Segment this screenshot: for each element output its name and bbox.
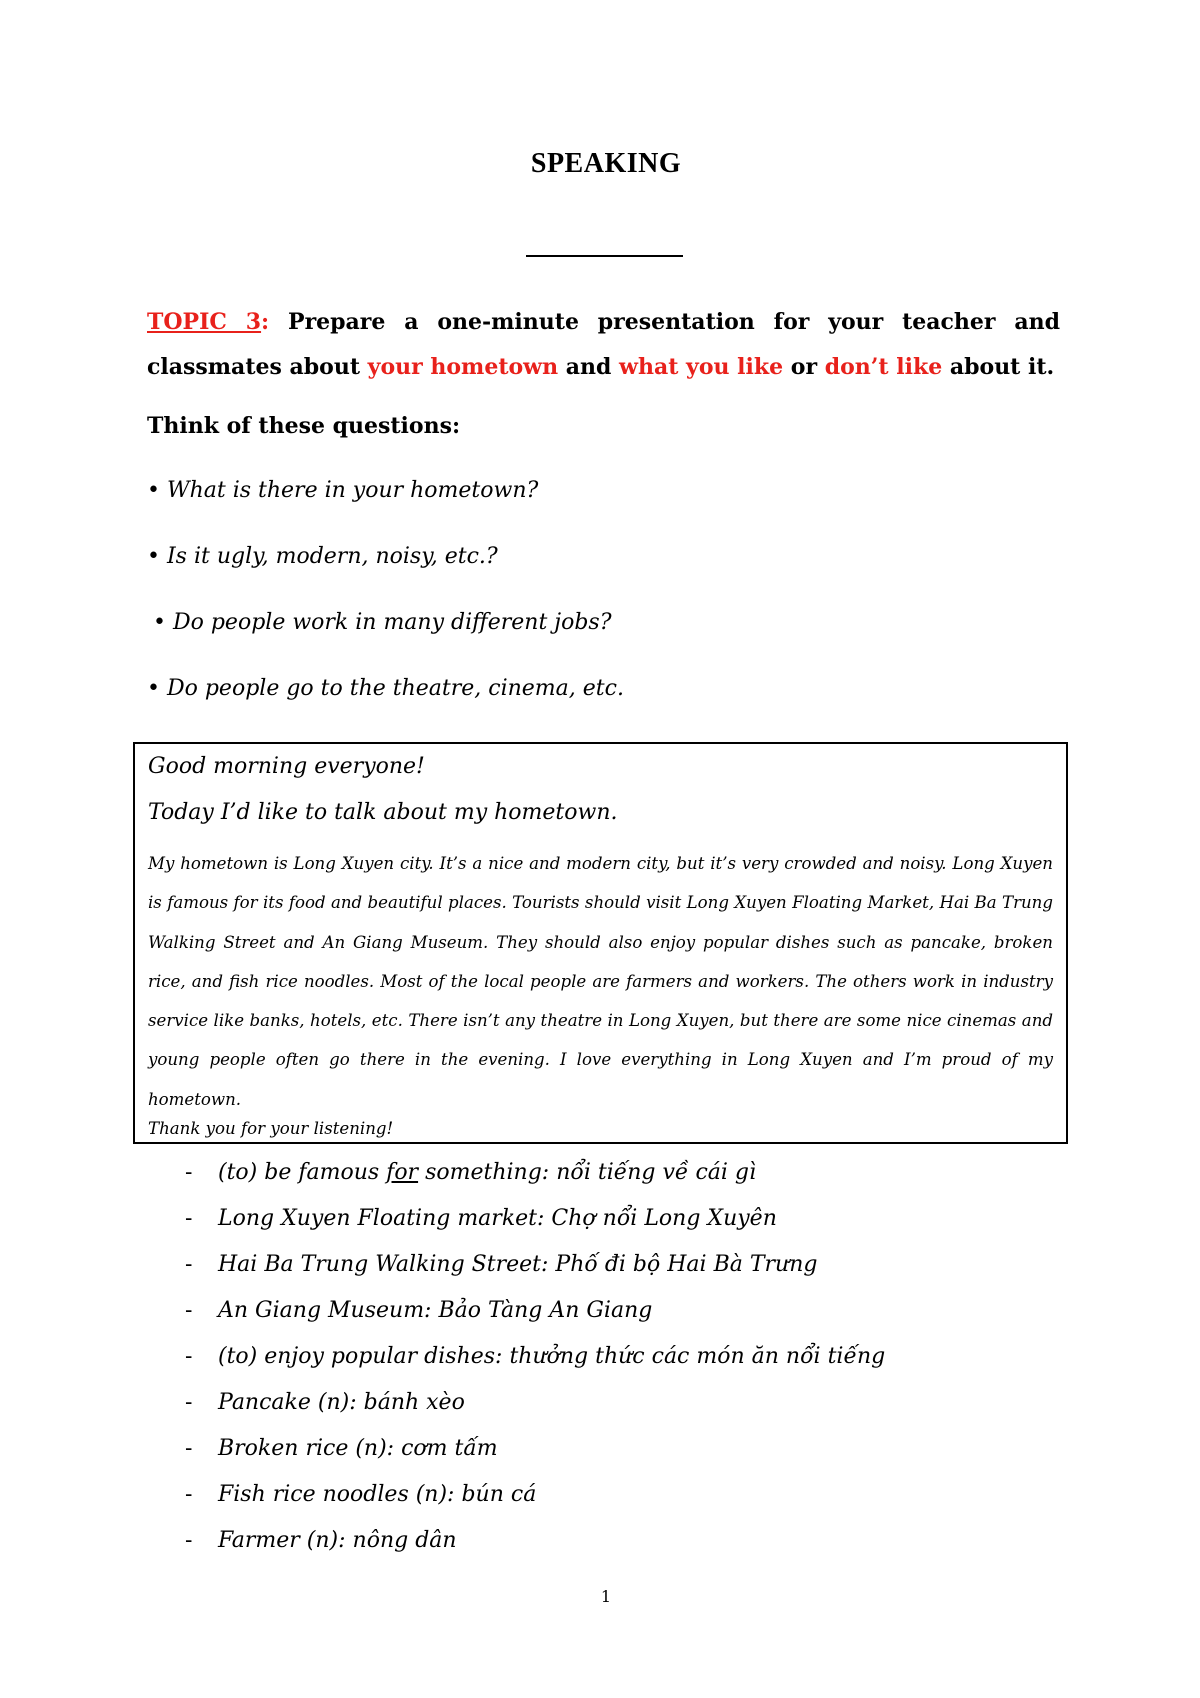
sample-presentation-box	[133, 742, 1068, 1144]
topic-prompt	[147, 300, 1060, 390]
presentation-thanks: Thank you for your listening!	[148, 1119, 394, 1138]
title-divider	[526, 255, 683, 257]
topic-text-end: about it.	[942, 354, 1055, 380]
vocab-item	[185, 1482, 536, 1507]
vocab-item	[185, 1298, 652, 1323]
topic-colon: :	[261, 309, 270, 335]
vocab-text: Pancake (n): bánh xèo	[218, 1390, 465, 1415]
list-dash: -	[185, 1436, 193, 1461]
vocab-item	[185, 1436, 498, 1461]
topic-text-or: or	[783, 354, 825, 380]
list-dash: -	[185, 1252, 193, 1277]
list-dash: -	[185, 1528, 193, 1553]
list-dash: -	[185, 1482, 193, 1507]
list-dash: -	[185, 1206, 193, 1231]
vocab-text: Long Xuyen Floating market: Chợ nổi Long Xuyên	[218, 1206, 777, 1231]
topic-label: TOPIC 3	[147, 309, 262, 335]
page-title: SPEAKING	[530, 148, 682, 179]
vocab-item	[185, 1160, 756, 1185]
list-dash: -	[185, 1160, 193, 1185]
topic-highlight-dislike: don’t like	[824, 354, 943, 380]
question-item: • What is there in your hometown?	[147, 478, 539, 503]
topic-highlight-like: what you like	[619, 354, 784, 380]
vocab-text: Fish rice noodles (n): bún cá	[218, 1482, 537, 1507]
topic-highlight-hometown: your hometown	[367, 354, 559, 380]
topic-text-and: and	[558, 354, 620, 380]
vocab-text: Broken rice (n): cơm tấm	[218, 1436, 498, 1461]
presentation-intro: Today I’d like to talk about my hometown.	[148, 800, 618, 825]
vocab-text-pre: (to) be famous	[218, 1160, 387, 1185]
list-dash: -	[185, 1344, 193, 1369]
presentation-greeting: Good morning everyone!	[148, 754, 425, 779]
vocab-item	[185, 1344, 885, 1369]
vocab-item	[185, 1390, 465, 1415]
vocab-text: Hai Ba Trung Walking Street: Phố đi bộ Hai Bà Trưng	[218, 1252, 818, 1277]
vocab-text: (to) enjoy popular dishes: thưởng thức các món ăn nổi tiếng	[218, 1344, 886, 1369]
question-item: • Do people go to the theatre, cinema, etc.	[147, 676, 624, 701]
vocab-text-for: for	[386, 1160, 419, 1185]
vocab-item	[185, 1528, 457, 1553]
list-dash: -	[185, 1390, 193, 1415]
page-number: 1	[600, 1587, 612, 1606]
vocab-text: An Giang Museum: Bảo Tàng An Giang	[218, 1298, 653, 1323]
presentation-body: My hometown is Long Xuyen city. It’s a nice and modern city, but it’s very crowded and noisy. Long Xuyen is famous for its food and beautiful places. Tourists should visit Long Xuyen Floating Market, Hai Ba Trung Walking Street and An Giang Museum. They should also enjoy popular dishes such as pancake, broken rice, and fish rice noodles. Most of the local people are farmers and workers. The others work in industry service like banks, hotels, etc. There isn’t any theatre in Long Xuyen, but there are some nice cinemas and young people often go there in the evening. I love everything in Long Xuyen and I’m proud of my hometown.	[148, 854, 1053, 1109]
vocab-text: Farmer (n): nông dân	[218, 1528, 457, 1553]
vocab-item	[185, 1206, 777, 1231]
question-item: • Do people work in many different jobs?	[153, 610, 612, 635]
topic-text-part1: Prepare a one-minute presentation for your teacher and classmates about	[147, 309, 1060, 380]
vocab-text-post: something: nổi tiếng về cái gì	[418, 1160, 757, 1185]
vocab-item	[185, 1252, 817, 1277]
think-heading: Think of these questions:	[147, 413, 461, 439]
question-item: • Is it ugly, modern, noisy, etc.?	[147, 544, 498, 569]
list-dash: -	[185, 1298, 193, 1323]
